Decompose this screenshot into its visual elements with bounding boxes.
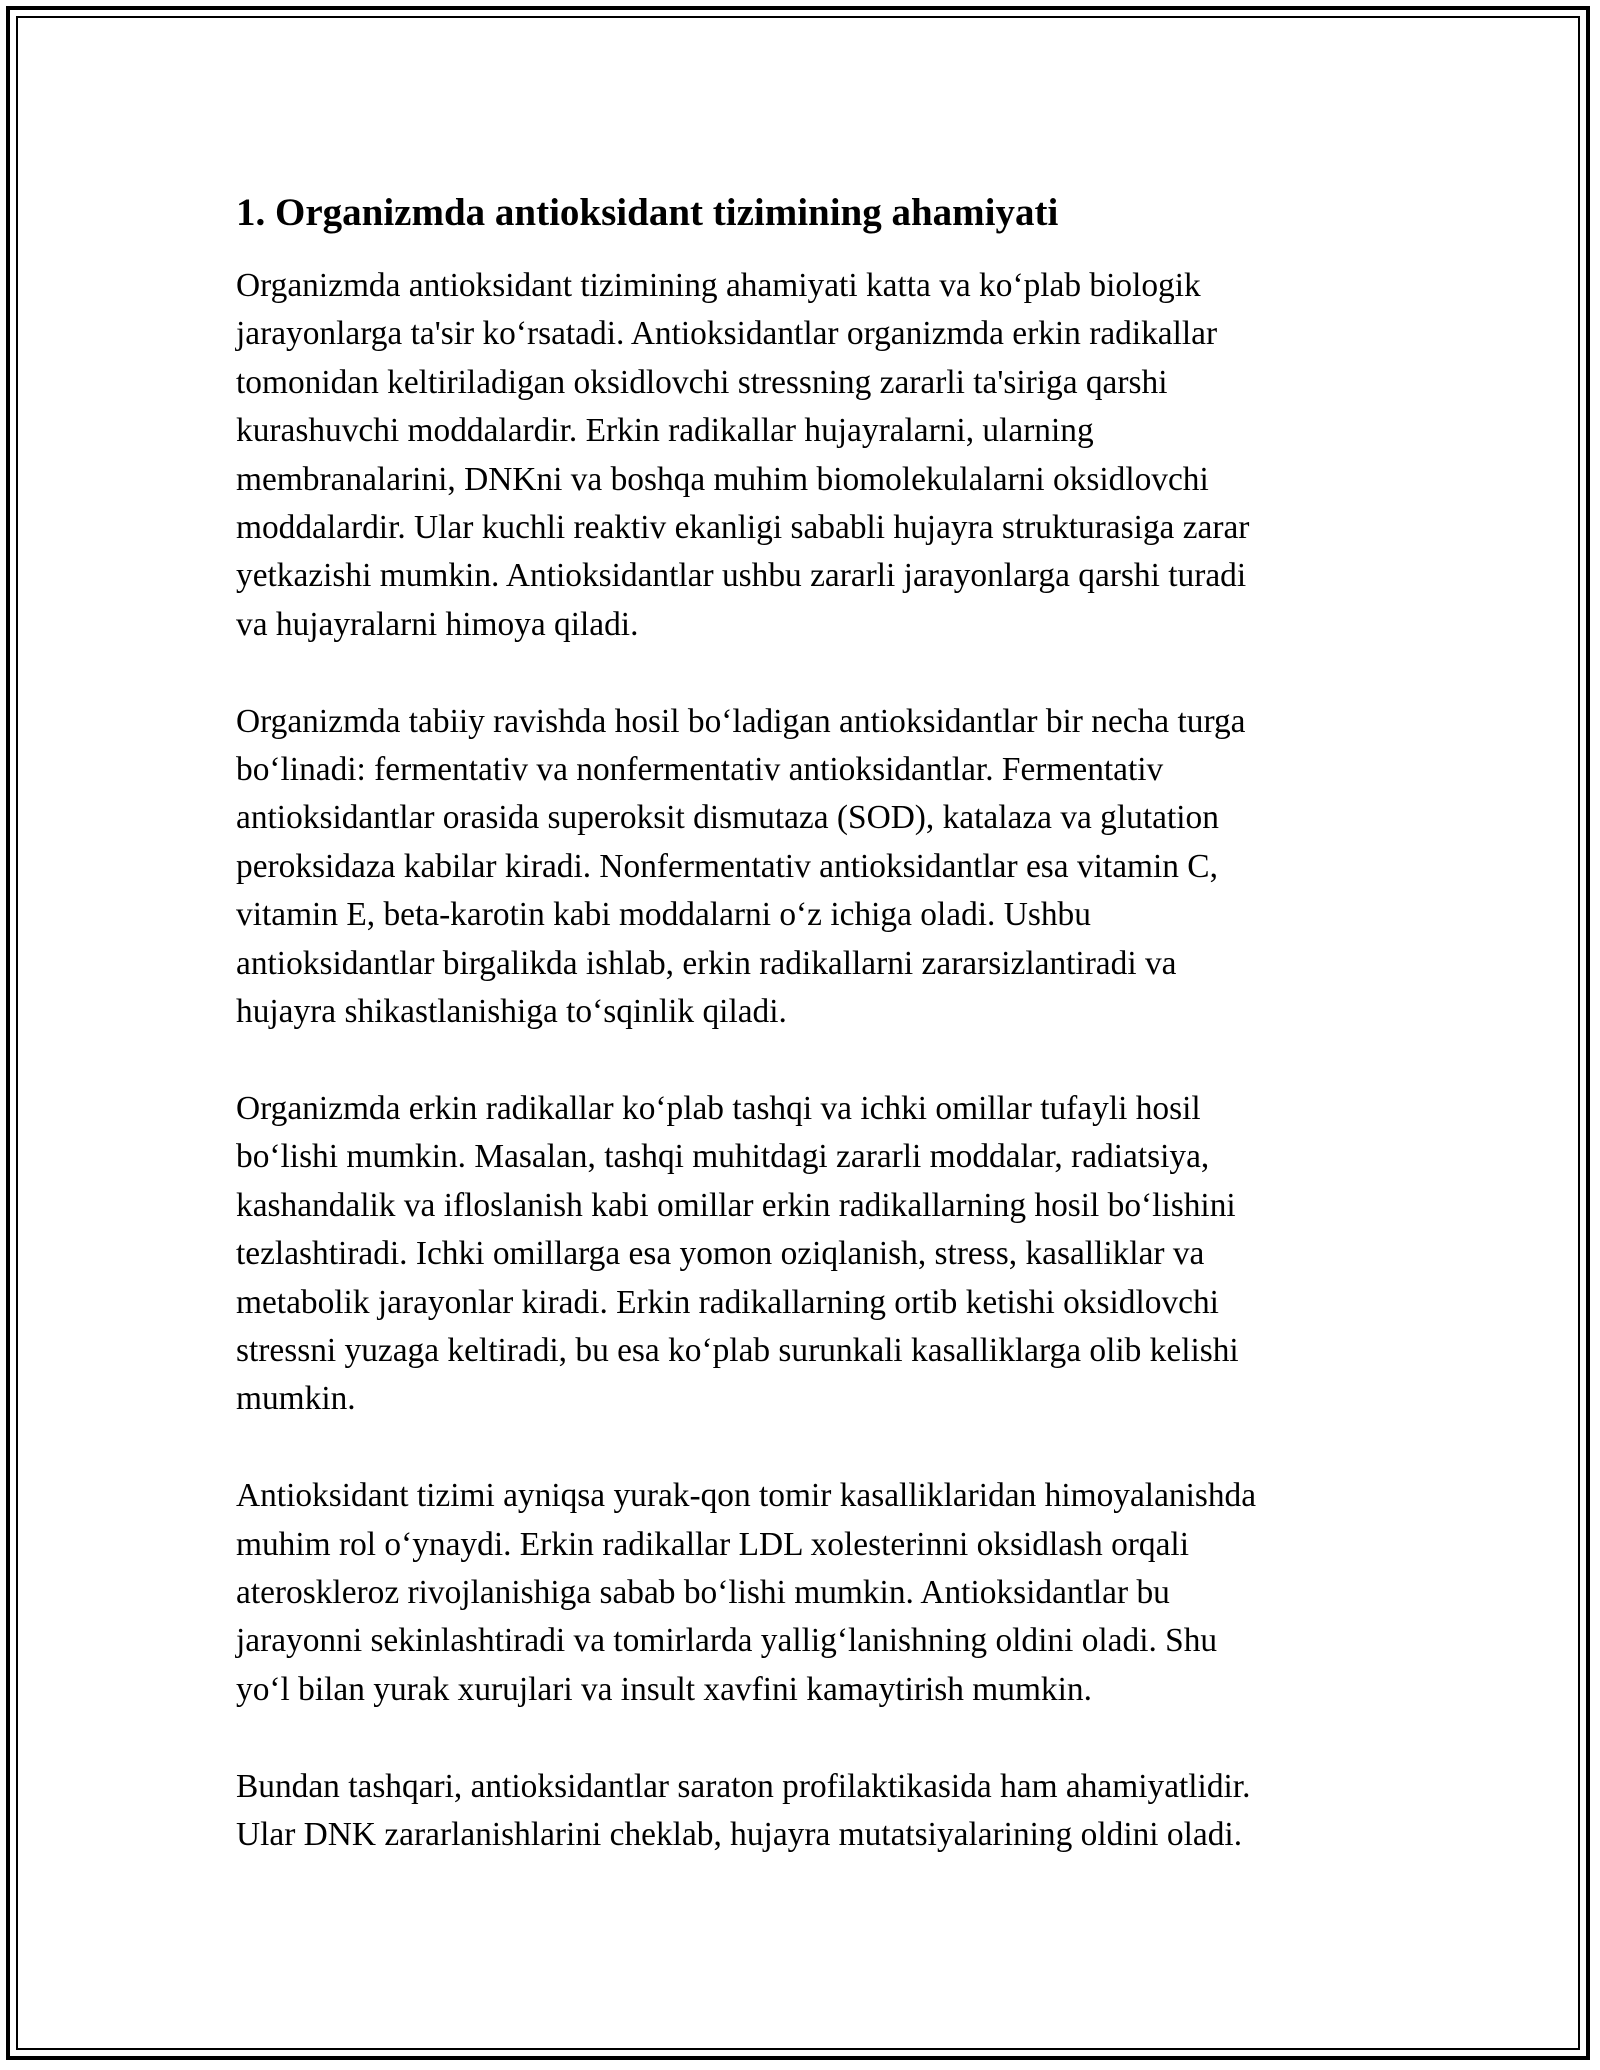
paragraph [236,1763,1366,1860]
paragraph-line: hujayra shikastlanishiga toʻsqinlik qiladi. [236,993,787,1031]
paragraph-line: metabolik jarayonlar kiradi. Erkin radikallarning ortib ketishi oksidlovchi [236,1283,1219,1321]
paragraph-line: kashandalik va ifloslanish kabi omillar erkin radikallarning hosil boʻlishini [236,1186,1236,1224]
paragraph-line: muhim rol oʻynaydi. Erkin radikallar LDL xolesterinni oksidlash orqali [236,1525,1189,1563]
paragraph-line: jarayonlarga ta'sir koʻrsatadi. Antioksidantlar organizmda erkin radikallar [236,315,1218,353]
paragraph [236,262,1366,649]
paragraph-line: vitamin E, beta-karotin kabi moddalarni oʻz ichiga oladi. Ushbu [236,896,1091,934]
paragraph-line: Bundan tashqari, antioksidantlar saraton profilaktikasida ham ahamiyatlidir. [236,1767,1251,1805]
paragraph-line: ateroskleroz rivojlanishiga sabab boʻlishi mumkin. Antioksidantlar bu [236,1573,1170,1611]
paragraph-line: boʻlinadi: fermentativ va nonfermentativ antioksidantlar. Fermentativ [236,751,1164,789]
paragraph-line: yoʻl bilan yurak xurujlari va insult xavfini kamaytirish mumkin. [236,1670,1092,1708]
paragraph-line: Organizmda erkin radikallar koʻplab tashqi va ichki omillar tufayli hosil [236,1089,1201,1127]
paragraph-line: mumkin. [236,1380,356,1418]
paragraph-line: kurashuvchi moddalardir. Erkin radikallar hujayralarni, ularning [236,412,1094,450]
paragraph-line: Antioksidant tizimi ayniqsa yurak-qon tomir kasalliklaridan himoyalanishda [236,1477,1257,1515]
paragraph-line: moddalardir. Ular kuchli reaktiv ekanligi sababli hujayra strukturasiga zarar [236,509,1250,547]
paragraph-line: yetkazishi mumkin. Antioksidantlar ushbu zararli jarayonlarga qarshi turadi [236,557,1247,595]
section-heading: 1. Organizmda antioksidant tizimining ahamiyati [236,191,1059,234]
paragraph-line: tezlashtiradi. Ichki omillarga esa yomon oziqlanish, stress, kasalliklar va [236,1235,1205,1273]
paragraph-line: stressni yuzaga keltiradi, bu esa koʻplab surunkali kasalliklarga olib kelishi [236,1331,1239,1369]
paragraph-line: va hujayralarni himoya qiladi. [236,605,639,643]
paragraph [236,698,1366,1037]
paragraph-line: peroksidaza kabilar kiradi. Nonfermentativ antioksidantlar esa vitamin C, [236,847,1218,885]
paragraph-line: Organizmda antioksidant tizimining ahamiyati katta va koʻplab biologik [236,267,1201,304]
paragraph-line: jarayonni sekinlashtiradi va tomirlarda yalligʻlanishning oldini oladi. Shu [236,1622,1218,1660]
document-body [236,188,1366,1908]
paragraph-line: boʻlishi mumkin. Masalan, tashqi muhitdagi zararli moddalar, radiatsiya, [236,1138,1210,1176]
paragraph-line: Ular DNK zararlanishlarini cheklab, hujayra mutatsiyalarining oldini oladi. [236,1815,1243,1853]
paragraph-line: membranalarini, DNKni va boshqa muhim biomolekulalarni oksidlovchi [236,460,1209,498]
paragraph-list [236,262,1366,1859]
paragraph-line: antioksidantlar orasida superoksit dismutaza (SOD), katalaza va glutation [236,799,1219,837]
paragraph-line: tomonidan keltiriladigan oksidlovchi stressning zararli ta'siriga qarshi [236,363,1168,401]
paragraph [236,1085,1366,1424]
paragraph-line: antioksidantlar birgalikda ishlab, erkin radikallarni zararsizlantiradi va [236,944,1177,982]
paragraph [236,1472,1366,1714]
paragraph-line: Organizmda tabiiy ravishda hosil boʻladigan antioksidantlar bir necha turga [236,702,1246,740]
